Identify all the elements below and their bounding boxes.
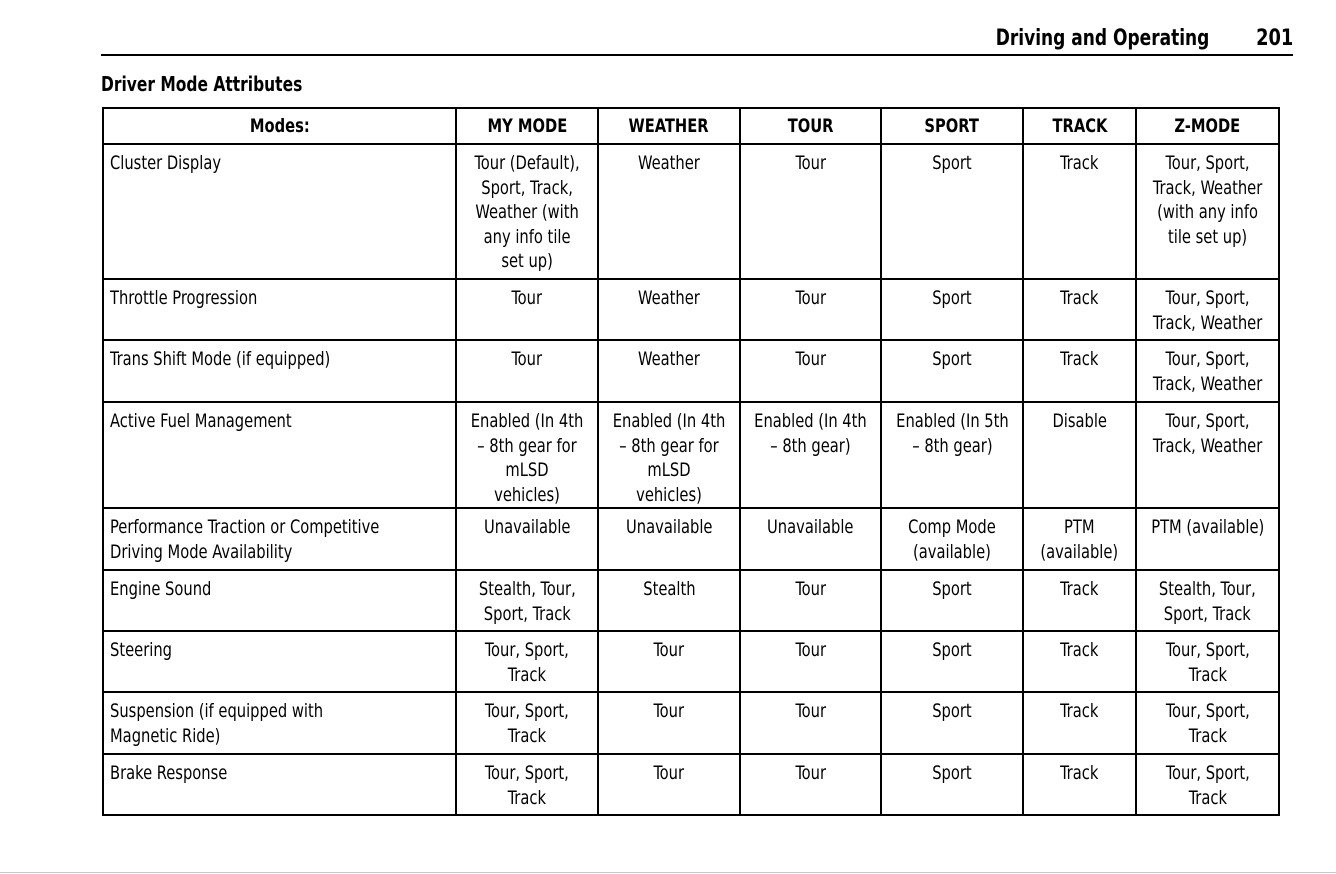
cell-value: Tour	[795, 762, 826, 784]
row-label: Engine Sound	[110, 578, 212, 600]
table-cell	[598, 754, 740, 815]
table-cell	[456, 508, 598, 570]
table-cell	[598, 631, 740, 692]
table-cell	[1136, 754, 1279, 815]
table-cell	[1023, 631, 1136, 692]
table-cell	[740, 402, 881, 508]
cell-value: Sport	[932, 287, 972, 309]
table-cell	[456, 631, 598, 692]
cell-value: Track	[1060, 700, 1099, 722]
cell-value: Unavailable	[625, 516, 713, 538]
table-row	[103, 402, 1279, 508]
header-section-title: Driving and Operating	[995, 26, 1209, 51]
table-cell	[1136, 570, 1279, 631]
row-label-cell	[103, 402, 456, 508]
cell-value: Tour	[653, 700, 685, 722]
cell-value: Sport	[932, 762, 972, 784]
column-header: TOUR	[740, 108, 881, 144]
table-cell	[456, 144, 598, 279]
cell-value: Stealth	[642, 578, 696, 600]
table-cell	[881, 631, 1023, 692]
row-label-cell	[103, 279, 456, 340]
cell-value: Track	[1060, 287, 1099, 309]
cell-value: Sport	[932, 578, 972, 600]
row-label-cell	[103, 754, 456, 815]
table-row	[103, 570, 1279, 631]
table-cell	[1136, 692, 1279, 754]
page-number: 201	[1255, 26, 1293, 51]
cell-value: Tour, Sport, Track	[484, 700, 570, 747]
row-label-cell	[103, 508, 456, 570]
table-header-row	[103, 108, 1279, 144]
table-row	[103, 508, 1279, 570]
cell-value: Track	[1060, 578, 1099, 600]
table-cell	[1023, 340, 1136, 402]
cell-value: Tour (Default), Sport, Track, Weather (with any info tile set up)	[474, 152, 580, 272]
table-cell	[881, 144, 1023, 279]
row-label-cell	[103, 692, 456, 754]
table-cell	[1136, 631, 1279, 692]
cell-value: Track	[1060, 762, 1099, 784]
cell-value: Tour, Sport, Track, Weather (with any info tile set up)	[1152, 152, 1263, 248]
table-cell	[598, 570, 740, 631]
cell-value: Tour, Sport, Track	[1165, 639, 1250, 686]
table-row	[103, 692, 1279, 754]
cell-value: Tour, Sport, Track, Weather	[1152, 287, 1263, 334]
section-title: Driver Mode Attributes	[101, 72, 303, 96]
table-cell	[1023, 570, 1136, 631]
table-cell	[1023, 754, 1136, 815]
row-label-cell	[103, 631, 456, 692]
table-row	[103, 340, 1279, 402]
table-cell	[1023, 402, 1136, 508]
cell-value: Enabled (In 4th – 8th gear)	[754, 410, 867, 457]
table-cell	[740, 279, 881, 340]
cell-value: Tour, Sport, Track	[484, 762, 570, 809]
cell-value: Weather	[638, 152, 700, 174]
table-cell	[881, 754, 1023, 815]
cell-value: Tour	[511, 348, 543, 370]
table-cell	[1023, 508, 1136, 570]
row-label-cell	[103, 570, 456, 631]
cell-value: Sport	[932, 639, 972, 661]
table-cell	[1023, 692, 1136, 754]
table-cell	[740, 631, 881, 692]
column-header: SPORT	[881, 108, 1023, 144]
row-label: Cluster Display	[110, 152, 222, 174]
cell-value: Track	[1060, 152, 1099, 174]
cell-value: Unavailable	[483, 516, 571, 538]
table-cell	[456, 754, 598, 815]
cell-value: Tour, Sport, Track, Weather	[1152, 410, 1263, 457]
row-label: Throttle Progression	[110, 287, 258, 309]
cell-value: PTM (available)	[1150, 516, 1265, 538]
row-label: Active Fuel Management	[110, 410, 292, 432]
header-rule	[101, 54, 1293, 56]
cell-value: Weather	[638, 348, 700, 370]
page-header	[101, 24, 1293, 54]
cell-value: Enabled (In 4th – 8th gear for mLSD vehicles)	[470, 410, 584, 506]
table-cell	[456, 279, 598, 340]
table-cell	[1136, 402, 1279, 508]
cell-value: Tour	[795, 348, 826, 370]
cell-value: Enabled (In 5th – 8th gear)	[895, 410, 1009, 457]
cell-value: Tour	[653, 762, 685, 784]
table-cell	[1023, 144, 1136, 279]
row-label: Brake Response	[110, 762, 228, 784]
column-header: Z-MODE	[1136, 108, 1279, 144]
cell-value: PTM (available)	[1040, 516, 1119, 563]
cell-value: Track	[1060, 639, 1099, 661]
table-cell	[881, 402, 1023, 508]
cell-value: Tour	[511, 287, 543, 309]
table-cell	[598, 340, 740, 402]
cell-value: Tour, Sport, Track, Weather	[1152, 348, 1263, 395]
table-cell	[598, 508, 740, 570]
cell-value: Comp Mode (available)	[908, 516, 996, 563]
cell-value: Tour, Sport, Track	[1165, 700, 1250, 747]
table-cell	[598, 144, 740, 279]
table-cell	[1136, 340, 1279, 402]
column-header: WEATHER	[598, 108, 740, 144]
cell-value: Tour, Sport, Track	[1165, 762, 1250, 809]
table-row	[103, 279, 1279, 340]
cell-value: Tour	[795, 578, 826, 600]
table-cell	[598, 402, 740, 508]
table-cell	[456, 402, 598, 508]
cell-value: Tour, Sport, Track	[484, 639, 570, 686]
cell-value: Weather	[638, 287, 700, 309]
table-cell	[881, 279, 1023, 340]
table-cell	[881, 570, 1023, 631]
row-label-cell	[103, 340, 456, 402]
row-label: Performance Traction or Competitive Driving Mode Availability	[110, 516, 380, 563]
table-cell	[740, 508, 881, 570]
table-cell	[598, 279, 740, 340]
cell-value: Sport	[932, 348, 972, 370]
cell-value: Unavailable	[767, 516, 854, 538]
cell-value: Tour	[795, 152, 826, 174]
table-cell	[598, 692, 740, 754]
table-cell	[740, 754, 881, 815]
cell-value: Stealth, Tour, Sport, Track	[1159, 578, 1256, 625]
cell-value: Tour	[795, 700, 826, 722]
table-row	[103, 631, 1279, 692]
cell-value: Tour	[795, 639, 826, 661]
cell-value: Tour	[795, 287, 826, 309]
column-header: MY MODE	[456, 108, 598, 144]
table-cell	[1136, 508, 1279, 570]
table-row	[103, 754, 1279, 815]
table-cell	[1023, 279, 1136, 340]
table-cell	[456, 570, 598, 631]
cell-value: Disable	[1052, 410, 1107, 432]
page-bottom-rule	[0, 872, 1336, 873]
driver-mode-attributes-table	[102, 107, 1280, 816]
table-row	[103, 144, 1279, 279]
table-cell	[881, 340, 1023, 402]
table-cell	[456, 692, 598, 754]
row-label: Trans Shift Mode (if equipped)	[110, 348, 331, 370]
table-cell	[456, 340, 598, 402]
cell-value: Enabled (In 4th – 8th gear for mLSD vehicles)	[612, 410, 726, 506]
cell-value: Tour	[653, 639, 685, 661]
table-cell	[740, 570, 881, 631]
table-cell	[1136, 144, 1279, 279]
table-cell	[740, 692, 881, 754]
row-label: Steering	[110, 639, 172, 661]
row-label: Suspension (if equipped with Magnetic Ride)	[110, 700, 324, 747]
table-cell	[740, 340, 881, 402]
cell-value: Stealth, Tour, Sport, Track	[478, 578, 576, 625]
row-label-cell	[103, 144, 456, 279]
column-header: Modes:	[103, 108, 456, 144]
cell-value: Track	[1060, 348, 1099, 370]
cell-value: Sport	[932, 152, 972, 174]
cell-value: Sport	[932, 700, 972, 722]
table-cell	[881, 692, 1023, 754]
table-cell	[881, 508, 1023, 570]
column-header: TRACK	[1023, 108, 1136, 144]
table-cell	[1136, 279, 1279, 340]
table-cell	[740, 144, 881, 279]
